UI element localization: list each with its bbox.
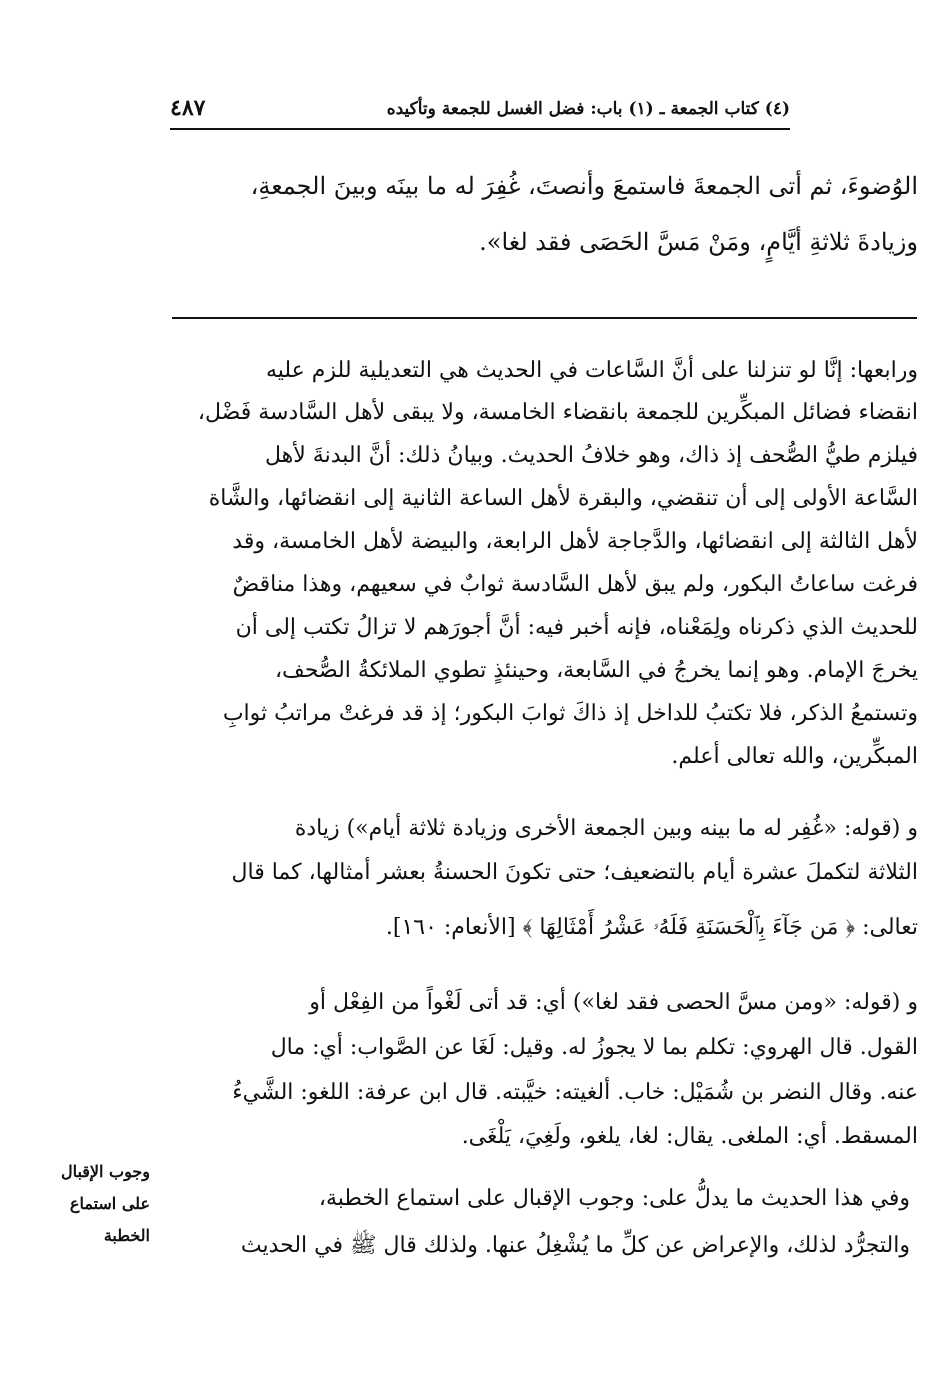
hadith-line: وزيادةَ ثلاثةِ أيَّامٍ، ومَنْ مَسَّ الحَصَى فقد لغا». <box>479 228 918 256</box>
quran-verse-line: تعالى: ﴿ مَن جَآءَ بِٱلْحَسَنَةِ فَلَهُۥ عَشْرُ أَمْثَالِهَا ﴾ [الأنعام: ١٦٠]. <box>385 915 918 940</box>
text-line: انقضاء فضائل المبكِّرين للجمعة بانقضاء الخامسة، ولا يبقى لأهل السَّادسة فَضْل، <box>197 400 918 425</box>
text-line: والتجرُّد لذلك، والإعراض عن كلِّ ما يُشْغِلُ عنها. ولذلك قال ﷺ في الحديث <box>240 1233 910 1258</box>
margin-note-line: وجوب الإقبال <box>60 1162 150 1181</box>
text-line: السَّاعة الأولى إلى أن تنقضي، والبقرة لأهل الساعة الثانية إلى انقضائها، والشَّاة <box>208 486 918 511</box>
margin-note-line: على استماع <box>69 1194 150 1213</box>
text-line: فيلزم طيُّ الصُّحف إذ ذاك، وهو خلافُ الحديث. وبيانُ ذلك: أنَّ البدنةَ لأهل <box>265 443 918 468</box>
running-header <box>170 95 790 131</box>
text-line: يخرجَ الإمام. وهو إنما يخرجُ في السَّابعة، وحينئذٍ تطوي الملائكةُ الصُّحف، <box>274 658 918 683</box>
text-line: وتستمعُ الذكر، فلا تكتبُ للداخل إذ ذاكَ ثوابَ البكور؛ إذ قد فرغتْ مراتبُ ثوابِ <box>222 701 918 726</box>
text-line: ورابعها: إنَّا لو تنزلنا على أنَّ السَّاعات في الحديث هي التعديلية للزم عليه <box>265 358 918 383</box>
text-line: المبكِّرين، والله تعالى أعلم. <box>671 744 918 769</box>
header-rule <box>170 128 790 130</box>
text-line: لأهل الثالثة إلى انقضائها، والدَّجاجة لأهل الرابعة، والبيضة لأهل الخامسة، وقد <box>232 529 918 554</box>
text-line: وفي هذا الحديث ما يدلُّ على: وجوب الإقبال على استماع الخطبة، <box>318 1186 910 1211</box>
text-line: و (قوله: «ومن مسَّ الحصى فقد لغا») أي: قد أتى لَغْواً من الفِعْل أو <box>309 990 918 1015</box>
text-line: عنه. وقال النضر بن شُمَيْل: خاب. ألغيته: خيَّبته. قال ابن عرفة: اللغو: الشَّيءُ <box>232 1080 918 1105</box>
section-separator <box>172 317 917 319</box>
margin-note-line: الخطبة <box>103 1226 150 1245</box>
text-line: للحديث الذي ذكرناه ولِمَعْناه، فإنه أخبر فيه: أنَّ أجورَهم لا تزالُ تكتب إلى أن <box>235 615 918 640</box>
text-line: فرغت ساعاتُ البكور، ولم يبق لأهل السَّادسة ثوابٌ في سعيهم، وهذا مناقضٌ <box>232 572 918 597</box>
text-line: الثلاثة لتكملَ عشرة أيام بالتضعيف؛ حتى تكونَ الحسنةُ بعشر أمثالها، كما قال <box>231 860 918 885</box>
text-line: المسقط. أي: الملغى. يقال: لغا، يلغو، ولَغِيَ، يَلْغَى. <box>461 1124 918 1149</box>
text-line: و (قوله: «غُفِر له ما بينه وبين الجمعة الأخرى وزيادة ثلاثة أيام») زيادة <box>294 816 918 841</box>
page-number: ٤٨٧ <box>170 95 206 121</box>
hadith-line: الوُضوءَ، ثم أتى الجمعةَ فاستمعَ وأنصتَ، غُفِرَ له ما بينَه وبينَ الجمعةِ، <box>250 172 918 200</box>
header-title: (٤) كتاب الجمعة ـ (١) باب: فضل الغسل للجمعة وتأكيده <box>386 99 790 119</box>
text-line: القول. قال الهروي: تكلم بما لا يجوزُ له. وقيل: لَغَا عن الصَّواب: أي: مال <box>270 1035 918 1060</box>
